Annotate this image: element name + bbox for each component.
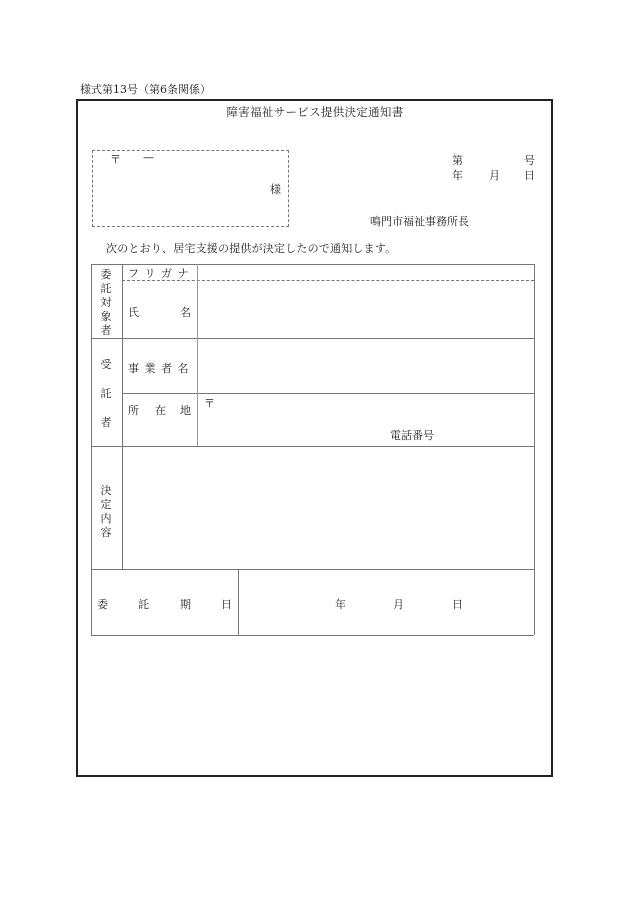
label-char: 受 (100, 358, 112, 371)
location-label-2: 在 (155, 404, 166, 417)
decision-content-field[interactable] (124, 448, 533, 568)
period-date-field[interactable] (240, 571, 533, 634)
furigana-label: フ リ ガ ナ (128, 267, 190, 280)
recipient-section-label (99, 268, 113, 338)
issue-month-label: 月 (489, 169, 500, 182)
issuer-name: 鳴門市福祉事務所長 (370, 215, 469, 228)
postal-mark: 〒 (110, 153, 121, 166)
period-month-label: 月 (393, 598, 404, 611)
postal-dash: — (143, 151, 154, 164)
period-label-char: 期 (180, 598, 191, 611)
location-label-3: 地 (180, 404, 191, 417)
recipient-address-box[interactable] (92, 150, 289, 227)
label-char: 者 (100, 324, 112, 337)
decision-section-label (99, 484, 113, 540)
label-char: 内 (100, 512, 112, 525)
row-divider (91, 569, 534, 570)
column-divider (122, 264, 123, 569)
column-divider (197, 264, 198, 446)
table-border-right (534, 264, 535, 635)
label-char: 対 (100, 296, 112, 309)
issue-day-label: 日 (524, 169, 535, 182)
column-divider (238, 569, 239, 635)
row-divider (91, 446, 534, 447)
label-char: 決 (100, 484, 112, 497)
notice-text: 次のとおり、居宅支援の提供が決定したので通知します。 (106, 242, 397, 255)
table-border-bottom (91, 635, 534, 636)
honorific: 様 (270, 183, 281, 196)
label-char: 象 (100, 310, 112, 323)
period-year-label: 年 (335, 598, 346, 611)
period-label-char: 委 (97, 598, 108, 611)
label-char: 託 (100, 387, 112, 400)
location-field[interactable] (215, 395, 533, 445)
business-name-label: 事 業 者 名 (128, 362, 190, 375)
location-postal-mark: 〒 (204, 397, 215, 410)
doc-number-prefix: 第 (452, 154, 463, 167)
label-char: 託 (100, 282, 112, 295)
period-label-char: 日 (221, 598, 232, 611)
issue-year-label: 年 (452, 169, 463, 182)
contractor-section-label (99, 350, 113, 437)
business-name-field[interactable] (199, 340, 533, 392)
label-char: 委 (100, 268, 112, 281)
name-field[interactable] (199, 282, 533, 337)
table-border-left (91, 264, 92, 635)
label-char: 者 (100, 416, 112, 429)
phone-label: 電話番号 (390, 429, 434, 442)
row-divider (91, 338, 534, 339)
period-label-char: 託 (138, 598, 149, 611)
document-title: 障害福祉サービス提供決定通知書 (226, 105, 404, 119)
furigana-field[interactable] (199, 266, 533, 279)
row-divider (122, 393, 534, 394)
label-char: 定 (100, 498, 112, 511)
label-char: 容 (100, 526, 112, 539)
form-code: 様式第13号（第6条関係） (80, 83, 211, 96)
name-label-1: 氏 (128, 306, 139, 319)
period-day-label: 日 (452, 598, 463, 611)
doc-number-suffix: 号 (524, 154, 535, 167)
name-label-2: 名 (180, 306, 191, 319)
location-label-1: 所 (128, 404, 139, 417)
